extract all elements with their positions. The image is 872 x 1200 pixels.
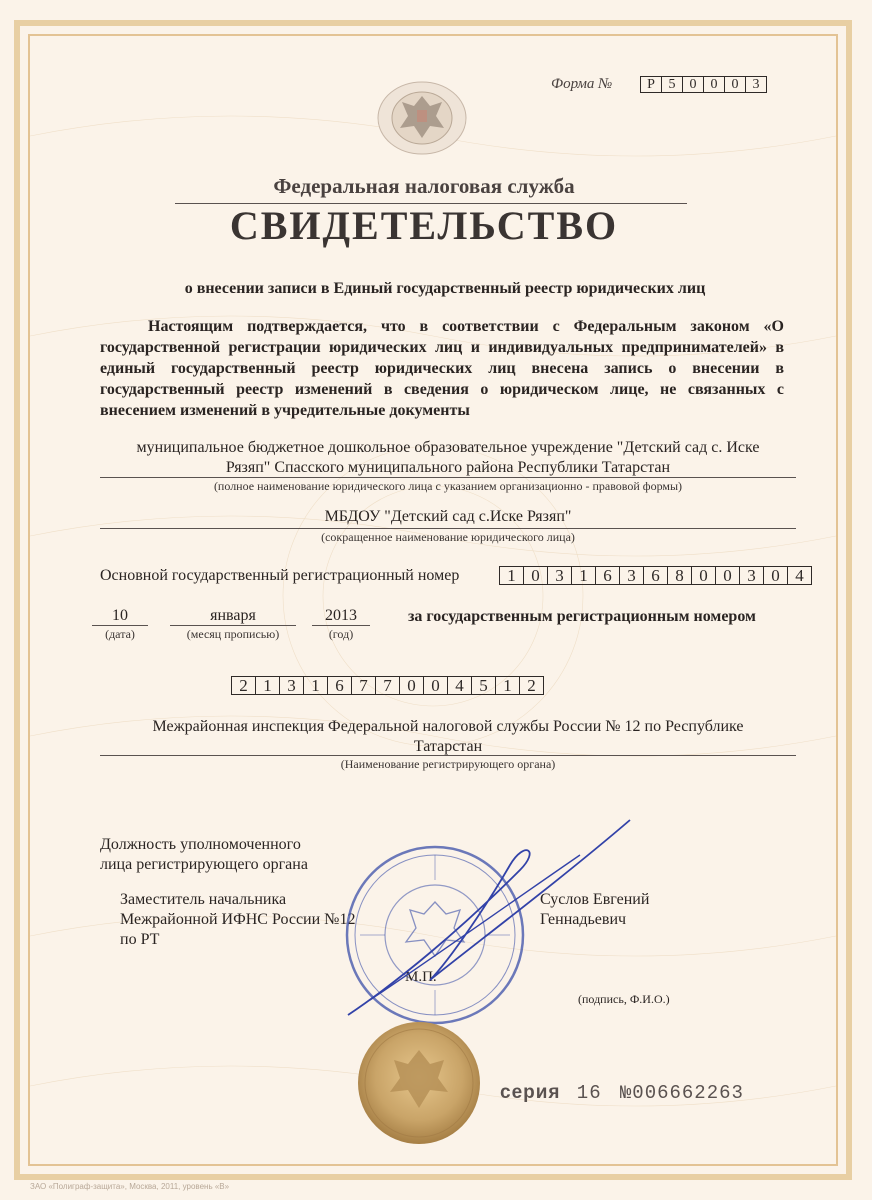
grn-digit-cell: 2: [519, 676, 544, 695]
grn-digit-cell: 7: [375, 676, 400, 695]
ogrn-digit-cell: 0: [763, 566, 788, 585]
underline: [100, 477, 796, 478]
underline: [312, 625, 370, 626]
grn-digit-cell: 7: [351, 676, 376, 695]
grn-digit-cell: 0: [399, 676, 424, 695]
form-code-cell: 0: [682, 76, 704, 93]
ogrn-digit-cell: 1: [499, 566, 524, 585]
signatory-name-line: Суслов Евгений: [540, 891, 650, 908]
position-label-line: Должность уполномоченного: [100, 836, 301, 853]
grn-digit-cell: 1: [303, 676, 328, 695]
ogrn-cells: [500, 566, 812, 585]
seal-place-label: М.П.: [405, 969, 437, 985]
ogrn-digit-cell: 4: [787, 566, 812, 585]
form-code-cell: 5: [661, 76, 683, 93]
date-year: 2013: [325, 607, 357, 624]
entity-short-name-caption: (сокращенное наименование юридического лица): [321, 530, 575, 544]
form-code-cell: 0: [724, 76, 746, 93]
document-subtitle: о внесении записи в Единый государственный реестр юридических лиц: [184, 280, 706, 297]
grn-digit-cell: 1: [495, 676, 520, 695]
form-number-label: Форма №: [551, 76, 613, 92]
entity-full-name-line: муниципальное бюджетное дошкольное образовательное учреждение "Детский сад с. Иске: [136, 439, 760, 456]
form-number-cells: [641, 76, 767, 93]
entity-full-name-line: Рязяп" Спасского муниципального района Республики Татарстан: [225, 459, 671, 476]
grn-digit-cell: 2: [231, 676, 256, 695]
date-month-caption: (месяц прописью): [186, 627, 280, 641]
printer-imprint: ЗАО «Полиграф-защита», Москва, 2011, уровень «В»: [30, 1182, 230, 1191]
signature-caption: (подпись, Ф.И.О.): [578, 992, 670, 1006]
grn-digit-cell: 4: [447, 676, 472, 695]
grn-digit-cell: 5: [471, 676, 496, 695]
underline: [100, 755, 796, 756]
date-month: января: [210, 607, 256, 624]
grn-digit-cell: 1: [255, 676, 280, 695]
hologram-seal-icon: [356, 1020, 482, 1146]
series-label: серия: [500, 1082, 561, 1103]
registering-authority: [100, 717, 796, 757]
form-code-cell: 0: [703, 76, 725, 93]
ogrn-digit-cell: 3: [547, 566, 572, 585]
signatory-position-line: Межрайонной ИФНС России №12: [120, 911, 356, 928]
grn-digit-cell: 6: [327, 676, 352, 695]
series-number: №006662263: [619, 1082, 744, 1104]
state-emblem-icon: [376, 78, 468, 158]
confirmation-paragraph: Настоящим подтверждается, что в соответствии с Федеральным законом «О государственной регистрации юридических лиц и индивидуальных предпринимателей» в единый государственный реестр юридических лиц внесена запись о внесении в государственный реестр изменений в сведения о юридическом лице, не связанных с внесением изменений в учредительные документы: [100, 318, 784, 419]
registering-authority-line: Межрайонная инспекция Федеральной налоговой службы России № 12 по Республике: [152, 718, 744, 735]
signatory-name-line: Геннадьевич: [540, 911, 627, 928]
position-label: [100, 835, 308, 875]
underline: [100, 528, 796, 529]
ogrn-label: Основной государственный регистрационный номер: [100, 567, 460, 584]
ogrn-digit-cell: 0: [691, 566, 716, 585]
document-title: СВИДЕТЕЛЬСТВО: [229, 203, 619, 248]
date-year-caption: (год): [328, 627, 354, 641]
signatory-position-line: по РТ: [120, 931, 160, 948]
form-code-cell: Р: [640, 76, 662, 93]
underline: [170, 625, 296, 626]
ogrn-digit-cell: 6: [595, 566, 620, 585]
signatory-position: [120, 890, 355, 950]
grn-digit-cell: 3: [279, 676, 304, 695]
entity-full-name-caption: (полное наименование юридического лица с указанием организационно - правовой формы): [213, 479, 683, 493]
series-code: 16: [576, 1082, 602, 1104]
agency-name: Федеральная налоговая служба: [273, 174, 575, 198]
certificate-series: [500, 1082, 744, 1104]
ogrn-digit-cell: 1: [571, 566, 596, 585]
registering-authority-line: Татарстан: [413, 738, 483, 755]
date-day: 10: [112, 607, 128, 624]
ogrn-digit-cell: 0: [715, 566, 740, 585]
grn-digit-cell: 0: [423, 676, 448, 695]
registering-authority-caption: (Наименование регистрирующего органа): [340, 757, 556, 771]
ogrn-digit-cell: 6: [643, 566, 668, 585]
ogrn-digit-cell: 8: [667, 566, 692, 585]
registration-number-text: за государственным регистрационным номером: [408, 608, 756, 625]
entity-short-name: МБДОУ "Детский сад с.Иске Рязяп": [324, 508, 572, 525]
underline: [92, 625, 148, 626]
entity-full-name: [100, 438, 796, 478]
ogrn-digit-cell: 3: [739, 566, 764, 585]
grn-cells: [232, 676, 544, 695]
signatory-position-line: Заместитель начальника: [120, 891, 287, 908]
form-code-cell: 3: [745, 76, 767, 93]
ogrn-digit-cell: 3: [619, 566, 644, 585]
date-day-caption: (дата): [105, 627, 135, 641]
ogrn-digit-cell: 0: [523, 566, 548, 585]
position-label-line: лица регистрирующего органа: [100, 856, 308, 873]
